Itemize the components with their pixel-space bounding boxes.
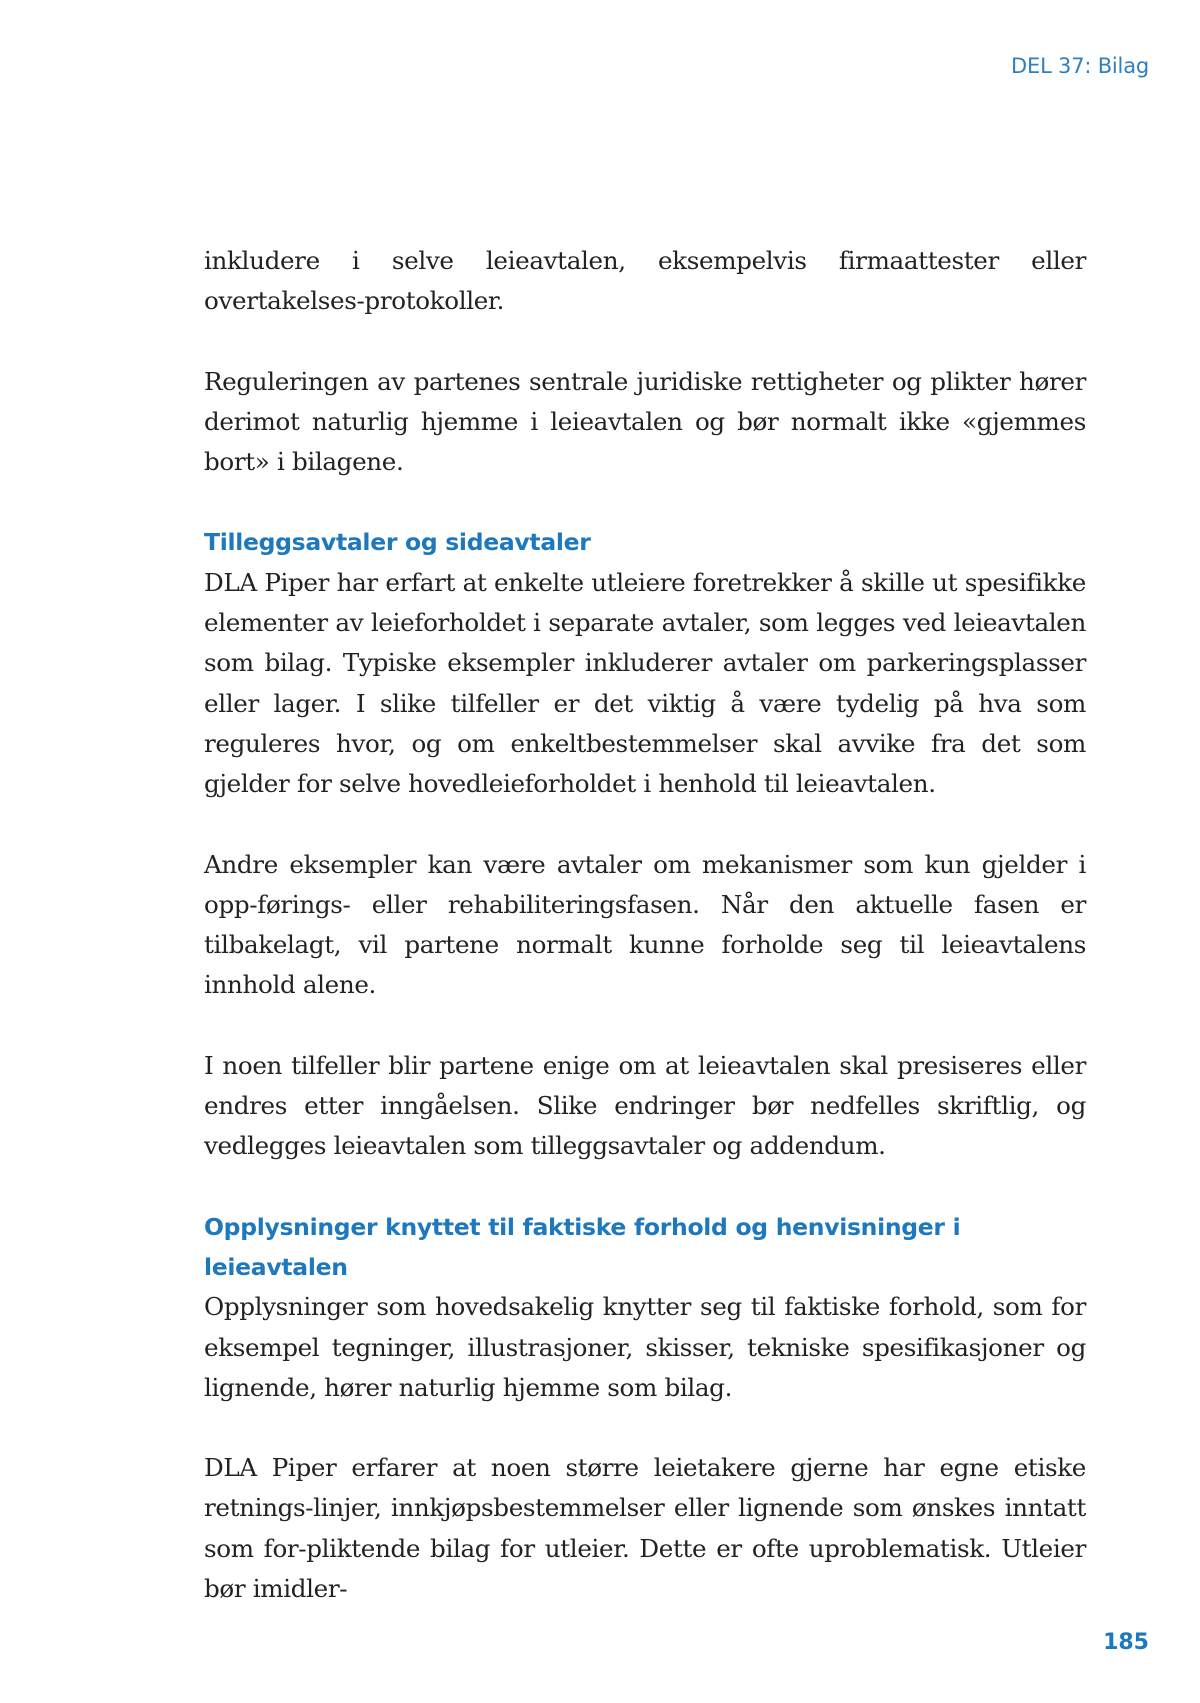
paragraph-intro-continued: inkludere i selve leieavtalen, eksempelvis firmaattester eller overtakelses-protokoller. [204, 246, 1086, 316]
section-heading-supplementary-agreements: Tilleggsavtaler og sideavtaler [204, 528, 591, 557]
paragraph-supplementary-1: DLA Piper har erfart at enkelte utleiere foretrekker å skille ut spesifikke elementer av leieforholdet i separate avtaler, som legges ved leieavtalen som bilag. Typiske eksempler inkluderer avtaler om parkeringsplasser eller lager. I slike tilfeller er det viktig å være tydelig på hva som reguleres hvor, og om enkeltbestemmelser skal avvike fra det som gjelder for selve hovedleieforholdet i henhold til leieavtalen. [204, 567, 1086, 799]
page-body [204, 241, 1086, 1609]
paragraph-supplementary-2: Andre eksempler kan være avtaler om mekanismer som kun gjelder i opp-førings- eller rehabiliteringsfasen. Når den aktuelle fasen er tilbakelagt, vil partene normalt kunne forholde seg til leieavtalens innhold alene. [204, 849, 1086, 1000]
paragraph-regulation: Reguleringen av partenes sentrale juridiske rettigheter og plikter hører derimot naturlig hjemme i leieavtalen og bør normalt ikke «gjemmes bort» i bilagene. [204, 366, 1086, 477]
paragraph-supplementary-3: I noen tilfeller blir partene enige om at leieavtalen skal presiseres eller endres etter inngåelsen. Slike endringer bør nedfelles skriftlig, og vedlegges leieavtalen som tilleggsavtaler og addendum. [204, 1050, 1086, 1161]
paragraph-factual-2: DLA Piper erfarer at noen større leietakere gjerne har egne etiske retnings-linjer, innkjøpsbestemmelser eller lignende som ønskes inntatt som for-pliktende bilag for utleier. Dette er ofte uproblematisk. Utleier bør imidler- [204, 1453, 1086, 1604]
running-header: DEL 37: Bilag [1011, 54, 1149, 78]
page-number: 185 [1103, 1630, 1149, 1655]
paragraph-factual-1: Opplysninger som hovedsakelig knytter seg til faktiske forhold, som for eksempel tegninger, illustrasjoner, skisser, tekniske spesifikasjoner og lignende, hører naturlig hjemme som bilag. [204, 1292, 1086, 1402]
section-heading-factual-information: Opplysninger knyttet til faktiske forhold og henvisninger i leieavtalen [204, 1212, 961, 1281]
